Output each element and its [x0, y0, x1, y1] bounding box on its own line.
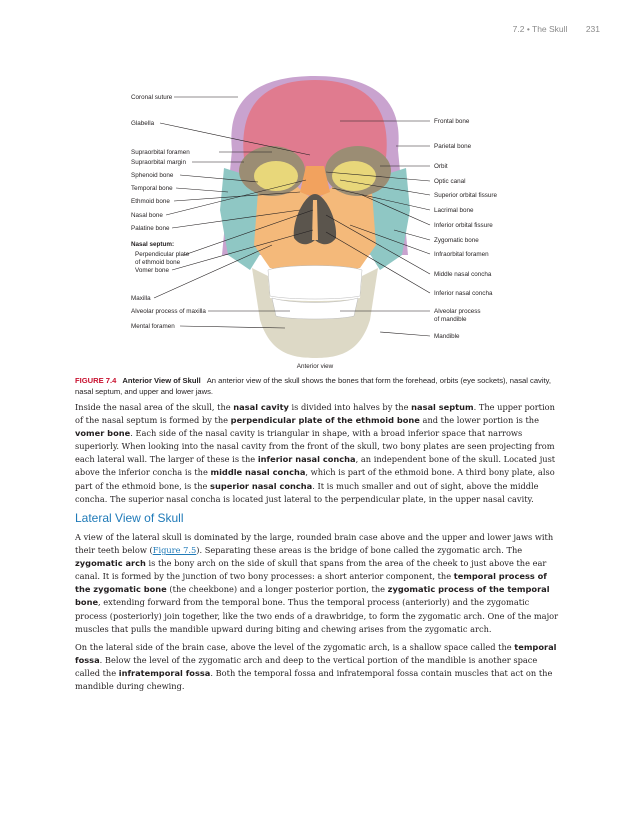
label-lacrimal-bone: Lacrimal bone [434, 207, 474, 214]
section-heading-lateral-view: Lateral View of Skull [75, 511, 184, 525]
label-of-ethmoid-bone: of ethmoid bone [135, 259, 181, 266]
label-optic-canal: Optic canal [434, 178, 466, 185]
label-alveolar-process: Alveolar process [434, 308, 481, 315]
label-mental-foramen: Mental foramen [131, 323, 175, 330]
skull-figure [0, 70, 630, 370]
paragraph-temporal-fossa: On the lateral side of the brain case, above the level of the zygomatic arch, is a shallow space called the temporal fossa. Below the level of the zygomatic arch and deep to the vertical portion of the mandible is another space called the infratemporal fossa. Both the temporal fossa and infratemporal fossa contain muscles that act on the mandible during chewing. [75, 642, 557, 692]
upper-teeth [268, 266, 362, 300]
label-parietal-bone: Parietal bone [434, 143, 472, 150]
paragraph-nasal-cavity: Inside the nasal area of the skull, the nasal cavity is divided into halves by the nasal septum. The upper portion of the nasal septum is formed by the perpendicular plate of the ethmoid bone and the lower portion is the vomer bone. Each side of the nasal cavity is triangular in shape, with a broad inferior space that narrows superiorly. When looking into the nasal cavity from the front of the skull, two bony plates are seen projecting from each lateral wall. The larger of these is the inferior nasal concha, an independent bone of the skull. Located just above the inferior concha is the middle nasal concha, which is part of the ethmoid bone. A third bony plate, also part of the ethmoid bone, is the superior nasal concha. It is much smaller and out of sight, above the middle concha. The superior nasal concha is located just lateral to the perpendicular plate, in the upper nasal cavity. [75, 402, 556, 504]
label-supraorbital-foramen: Supraorbital foramen [131, 149, 190, 156]
label-frontal-bone: Frontal bone [434, 118, 470, 125]
label-mandible: Mandible [434, 333, 460, 340]
figure-7-5-link[interactable]: Figure 7.5 [152, 545, 197, 556]
label-glabella: Glabella [131, 120, 155, 127]
label-nasal-septum: Nasal septum: [131, 241, 175, 248]
label-inferior-nasal-concha: Inferior nasal concha [434, 290, 493, 297]
label-infraorbital-foramen: Infraorbital foramen [434, 251, 489, 258]
page-number: 231 [585, 24, 600, 34]
figure-caption [75, 376, 555, 397]
skull-illustration [0, 70, 630, 370]
label-vomer-bone: Vomer bone [135, 267, 169, 274]
running-title: 7.2 • The Skull [512, 24, 568, 34]
label-superior-orbital-fissure: Superior orbital fissure [434, 192, 497, 199]
label-inferior-orbital-fissure: Inferior orbital fissure [434, 222, 493, 229]
label-perpendicular-plate: Perpendicular plate [135, 251, 190, 258]
label-temporal-bone: Temporal bone [131, 185, 173, 192]
label-of-mandible: of mandible [434, 316, 467, 323]
label-maxilla: Maxilla [131, 295, 151, 302]
nasal-septum [312, 200, 318, 240]
label-coronal-suture: Coronal suture [131, 94, 173, 101]
label-sphenoid-bone: Sphenoid bone [131, 172, 174, 179]
label-supraorbital-margin: Supraorbital margin [131, 159, 186, 166]
orbit-left-inner [254, 161, 298, 191]
figure-caption-text: An anterior view of the skull shows the bones that form the forehead, orbits (eye sockets), nasal cavity, nasal septum, and upper and lower jaws. [75, 376, 551, 396]
figure-title: Anterior View of Skull [122, 376, 201, 385]
paragraph-lateral-view: A view of the lateral skull is dominated by the large, rounded brain case above and the upper and lower jaws with their teeth below (Figure 7.5). Separating these areas is the bridge of bone called the zygomatic arch. The zygomatic arch is the bony arch on the side of skull that spans from the area of the cheek to just above the ear canal. It is formed by the junction of two bony processes: a short anterior component, the temporal process of the zygomatic bone (the cheekbone) and a longer posterior portion, the zygomatic process of the temporal bone, extending forward from the temporal bone. Thus the temporal process (anteriorly) and the zygomatic process (posteriorly) join together, like the two ends of a drawbridge, to form the zygomatic arch. One of the major muscles that pulls the mandible upward during biting and chewing arises from the zygomatic arch. [75, 532, 559, 634]
label-middle-nasal-concha: Middle nasal concha [434, 271, 492, 278]
label-orbit: Orbit [434, 163, 448, 170]
label-zygomatic-bone: Zygomatic bone [434, 237, 479, 244]
label-alveolar-process-maxilla: Alveolar process of maxilla [131, 308, 206, 315]
label-nasal-bone: Nasal bone [131, 212, 163, 219]
label-ethmoid-bone: Ethmoid bone [131, 198, 170, 205]
figure-number: FIGURE 7.4 [75, 376, 117, 385]
label-palatine-bone: Palatine bone [131, 225, 170, 232]
label-anterior-view: Anterior view [296, 363, 334, 370]
running-header [513, 24, 600, 34]
